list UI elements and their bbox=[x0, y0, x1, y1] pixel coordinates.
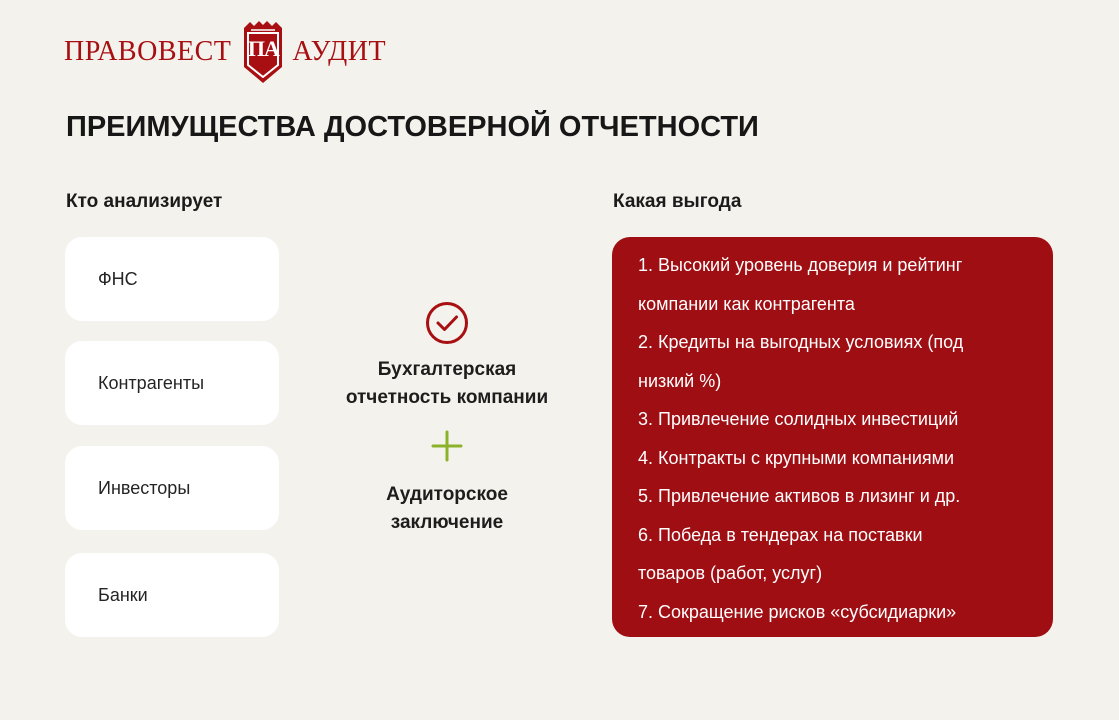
brand-right-word: АУДИТ bbox=[292, 36, 387, 67]
benefit-line: компании как контрагента bbox=[638, 293, 855, 314]
benefit-line: 3. Привлечение солидных инвестиций bbox=[638, 409, 959, 429]
audit-caption-line: Аудиторское bbox=[386, 484, 508, 505]
benefit-line: 1. Высокий уровень доверия и рейтинг bbox=[638, 255, 963, 275]
benefit-line: 2. Кредиты на выгодных условиях (под bbox=[638, 332, 964, 352]
analyzer-card-counterparties bbox=[65, 341, 279, 425]
analyzer-card-banks bbox=[65, 553, 279, 637]
analyzer-card-label: Банки bbox=[98, 584, 148, 605]
brand-monogram: ПА bbox=[247, 36, 279, 61]
benefit-line: 4. Контракты с крупными компаниями bbox=[638, 447, 955, 468]
analyzers-heading: Кто анализирует bbox=[66, 191, 223, 212]
plus-icon bbox=[430, 429, 464, 463]
benefit-line: товаров (работ, услуг) bbox=[638, 563, 823, 583]
analyzer-card-investors bbox=[65, 446, 279, 530]
benefit-line: 7. Сокращение рисков «субсидиарки» bbox=[638, 601, 957, 622]
brand-left-word: ПРАВОВЕСТ bbox=[64, 36, 232, 67]
benefits-panel bbox=[612, 237, 1053, 637]
report-caption-line: Бухгалтерская bbox=[377, 359, 517, 380]
brand-logo bbox=[64, 20, 386, 84]
analyzer-card-label: Контрагенты bbox=[98, 372, 205, 393]
analyzer-card-label: ФНС bbox=[98, 268, 138, 289]
benefit-line: 5. Привлечение активов в лизинг и др. bbox=[638, 486, 961, 506]
report-caption-line: отчетность компании bbox=[345, 387, 549, 408]
benefits-heading: Какая выгода bbox=[613, 191, 742, 212]
audit-caption bbox=[342, 481, 552, 537]
page-title: ПРЕИМУЩЕСТВА ДОСТОВЕРНОЙ ОТЧЕТНОСТИ bbox=[66, 111, 759, 143]
report-block bbox=[342, 300, 552, 537]
benefit-line: низкий %) bbox=[638, 370, 722, 391]
benefit-line: 6. Победа в тендерах на поставки bbox=[638, 524, 923, 545]
check-circle-icon bbox=[424, 300, 470, 346]
analyzer-card-label: Инвесторы bbox=[98, 477, 191, 498]
report-caption bbox=[342, 356, 552, 412]
audit-caption-line: заключение bbox=[390, 512, 504, 533]
analyzer-card-fns bbox=[65, 237, 279, 321]
brand-shield-icon bbox=[239, 20, 287, 84]
